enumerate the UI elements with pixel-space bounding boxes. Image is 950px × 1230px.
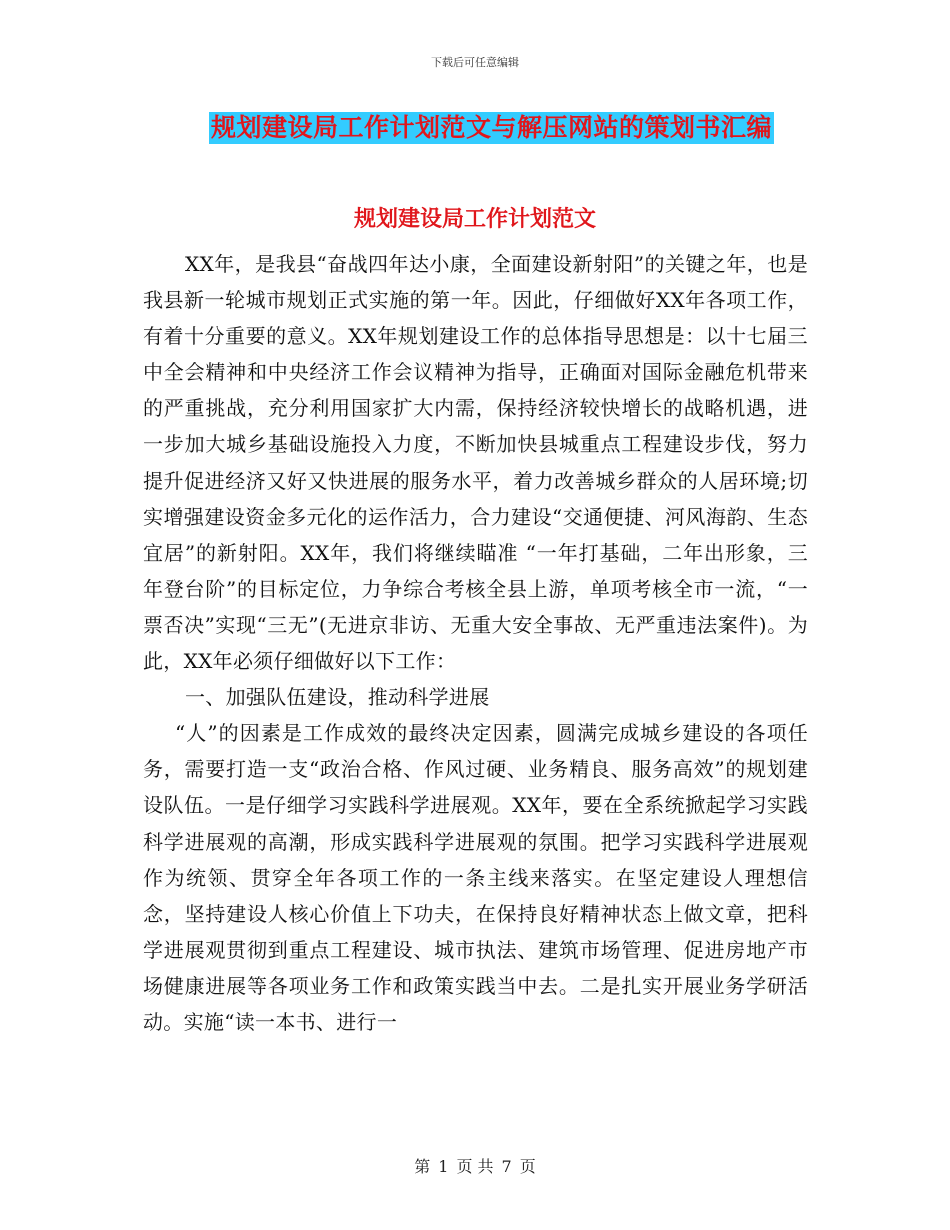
paragraph-heading-1: 一、加强队伍建设，推动科学进展 [185,685,490,710]
section-title: 规划建设局工作计划范文 [353,206,596,232]
footer-total-pages: 7 [501,1157,512,1176]
footer-mid: 页 共 [456,1157,494,1176]
header-note: 下载后可任意编辑 [431,56,519,69]
document-body [143,246,808,1040]
footer-suffix: 页 [519,1157,536,1176]
footer-prefix: 第 [414,1157,431,1176]
page-footer [0,1154,950,1177]
document-title: 规划建设局工作计划范文与解压网站的策划书汇编 [211,113,773,142]
paragraph-intro: XX年，是我县“奋战四年达小康，全面建设新射阳”的关键之年，也是我县新一轮城市规划正式实施的第一年。因此，仔细做好XX年各项工作，有着十分重要的意义。XX年规划建设工作的总体指导思想是：以十七届三中全会精神和中央经济工作会议精神为指导，正确面对国际金融危机带来的严重挑战，充分利用国家扩大内需，保持经济较快增长的战略机遇，进一步加大城乡基础设施投入力度，不断加快县城重点工程建设步伐，努力提升促进经济又好又快进展的服务水平，着力改善城乡群众的人居环境;切实增强建设资金多元化的运作活力，合力建设“交通便捷、河风海韵、生态宜居”的新射阳。XX年，我们将继续瞄准 “一年打基础，二年出形象，三年登台阶”的目标定位，力争综合考核全县上游，单项考核全市一流，“一票否决”实现“三无”(无进京非访、无重大安全事故、无严重违法案件)。为此，XX年必须仔细做好以下工作： [143,252,808,674]
paragraph-people: “人”的因素是工作成效的最终决定因素，圆满完成城乡建设的各项任务，需要打造一支“政治合格、作风过硬、业务精良、服务高效”的规划建设队伍。一是仔细学习实践科学进展观。XX年，要在全系统掀起学习实践科学进展观的高潮，形成实践科学进展观的氛围。把学习实践科学进展观作为统领、贯穿全年各项工作的一条主线来落实。在坚定建设人理想信念，坚持建设人核心价值上下功夫，在保持良好精神状态上做文章，把科学进展观贯彻到重点工程建设、城市执法、建筑市场管理、促进房地产市场健康进展等各项业务工作和政策实践当中去。二是扎实开展业务学研活动。实施“读一本书、进行一 [143,721,808,1034]
footer-page-number: 1 [438,1157,449,1176]
